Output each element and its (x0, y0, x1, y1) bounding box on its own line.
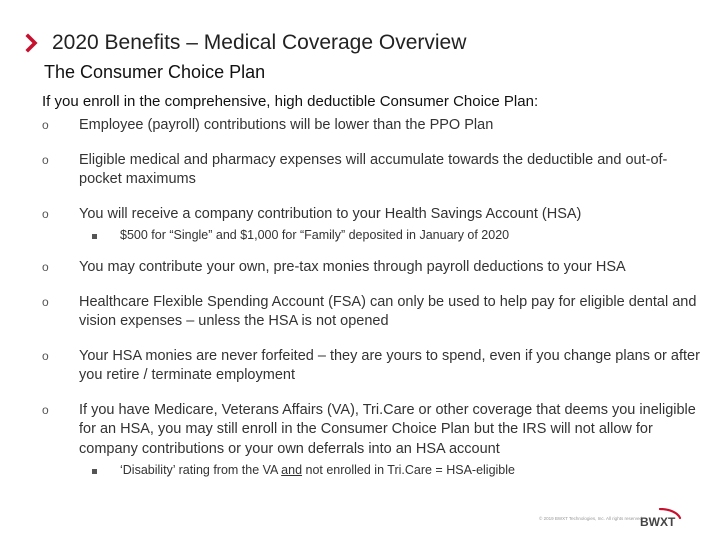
sub-bullet-text-end: not enrolled in Tri.Care = HSA-eligible (302, 463, 515, 477)
bullet-item (42, 205, 710, 225)
bullet-marker: o (42, 260, 49, 274)
sub-bullet-item (42, 462, 710, 479)
section-subtitle: The Consumer Choice Plan (44, 62, 266, 82)
title-row (22, 30, 466, 56)
bullet-text: Healthcare Flexible Spending Account (FSA) can only be used to help pay for eligible dental and vision expenses – unless the HSA is not opened (79, 293, 697, 329)
bullet-list (42, 112, 710, 479)
bullet-text: You may contribute your own, pre-tax monies through payroll deductions to your HSA (79, 259, 626, 275)
bullet-text: You will receive a company contribution to your Health Savings Account (HSA) (79, 205, 582, 222)
bullet-text: If you have Medicare, Veterans Affairs (VA), Tri.Care or other coverage that deems you ineligible for an HSA, you may still enroll in the Consumer Choice Plan but the IRS will not allow for company contributions or your own deferrals into an HSA account (79, 401, 696, 457)
logo-text: BWXT (640, 515, 676, 529)
bullet-marker: o (42, 206, 49, 221)
bullet-text: Your HSA monies are never forfeited – they are yours to spend, even if you change plans or after you retire / terminate employment (79, 347, 700, 383)
copyright-notice: © 2019 BWXT Technologies, Inc. All rights reserved. (539, 516, 644, 521)
bullet-item (42, 401, 710, 460)
bullet-text: Eligible medical and pharmacy expenses will accumulate towards the deductible and out-of-pocket maximums (79, 151, 668, 187)
bullet-marker: o (42, 402, 49, 417)
bullet-item (42, 347, 710, 386)
square-bullet-icon (92, 234, 97, 239)
sub-bullet-text-start: ‘Disability’ rating from the VA (120, 463, 282, 477)
sub-bullet-item (42, 227, 710, 244)
bullet-marker: o (42, 294, 49, 309)
bullet-marker: o (42, 152, 49, 167)
sub-bullet-text-emphasis: and (281, 463, 303, 477)
square-bullet-icon (92, 469, 97, 474)
intro-text: If you enroll in the comprehensive, high deductible Consumer Choice Plan: (42, 93, 539, 110)
bullet-marker: o (42, 348, 49, 363)
bullet-item (42, 151, 710, 190)
bullet-text: Employee (payroll) contributions will be lower than the PPO Plan (79, 117, 494, 133)
bwxt-logo (639, 508, 683, 530)
sub-bullet-text: $500 for “Single” and $1,000 for “Family” deposited in January of 2020 (120, 228, 510, 242)
chevron-right-icon (22, 31, 44, 55)
bullet-item (42, 116, 710, 136)
bullet-item (42, 293, 710, 332)
page-title: 2020 Benefits – Medical Coverage Overview (52, 31, 467, 54)
bullet-marker: o (42, 118, 49, 132)
bullet-item (42, 258, 710, 278)
